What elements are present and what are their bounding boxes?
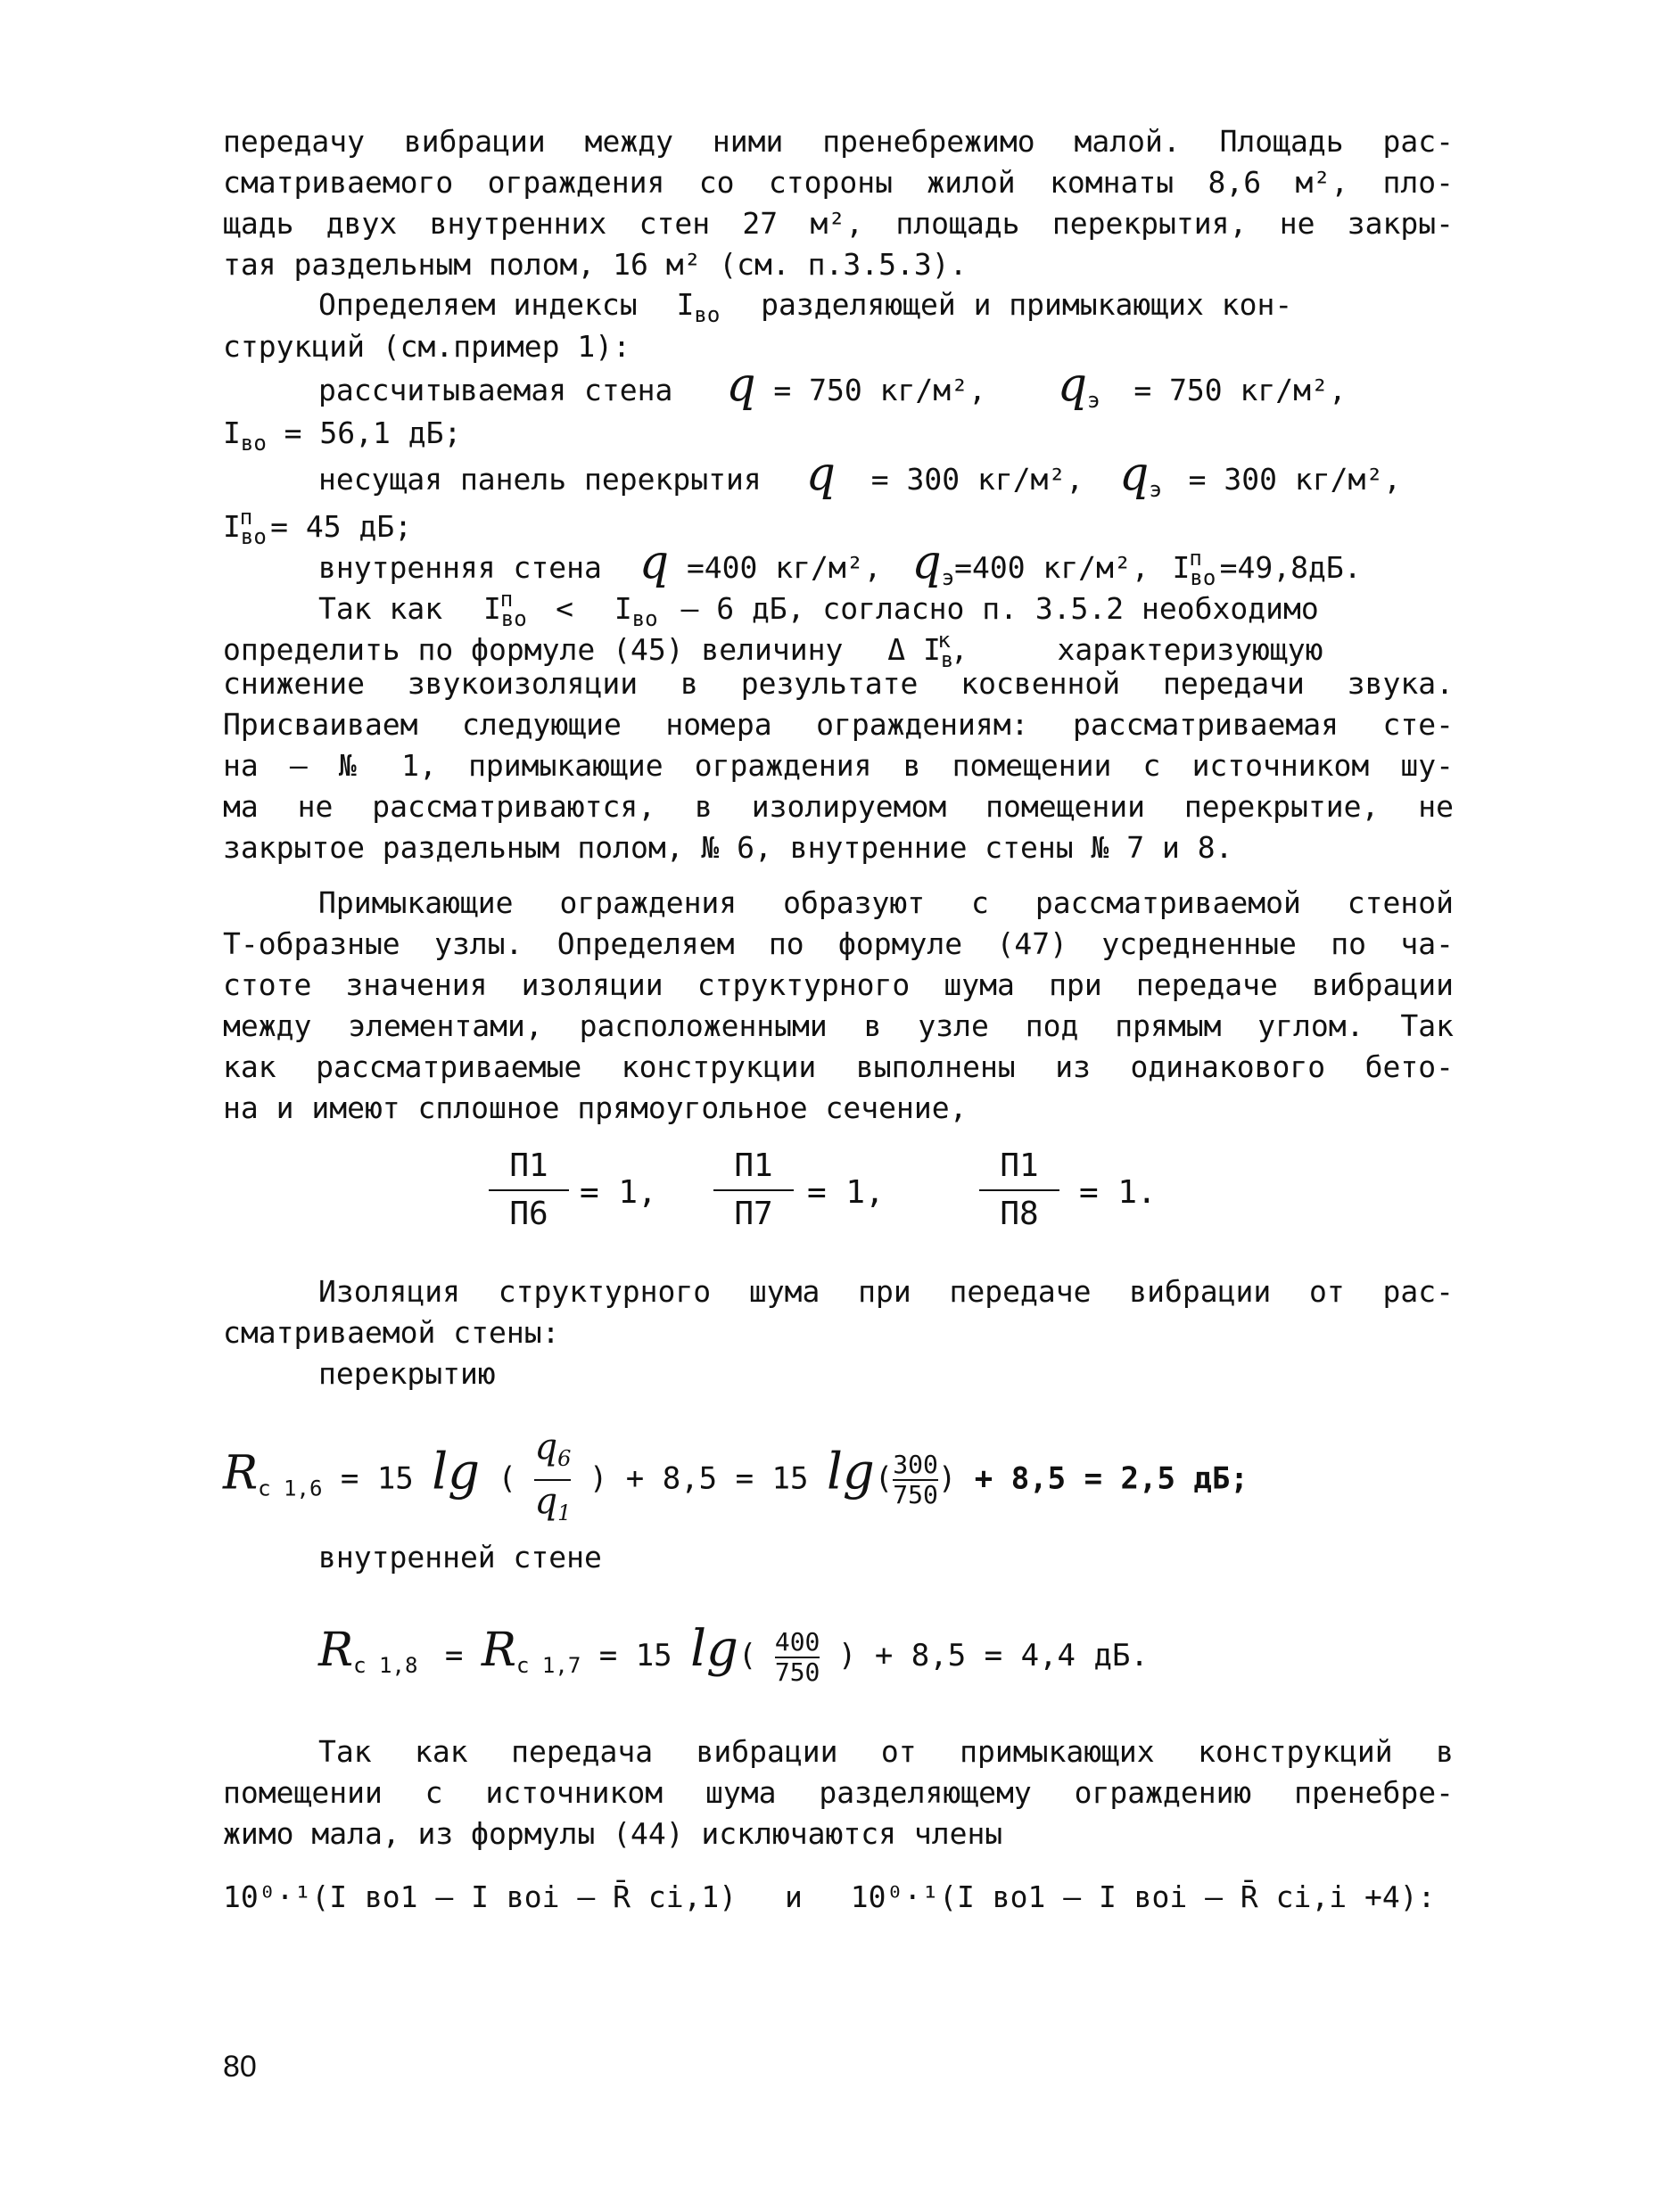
lg-symbol: lg (432, 1443, 481, 1501)
final-line: помещении с источником шума разделяющему ограждению пренебре- (223, 1775, 1454, 1810)
body-line: Примыкающие ограждения образуют с рассматриваемой стеной (318, 885, 1454, 920)
value-fraction: $\frac{300}{750}$ (893, 1450, 938, 1509)
body-line: ма не рассматриваются, в изолируемом помещении перекрытие, не (223, 789, 1454, 824)
to-inner-wall-label: внутренней стене (318, 1540, 602, 1575)
calc-wall-index: $I_{во} = 56,1$ дБ; (223, 415, 462, 456)
calc-wall-row: рассчитываемая стена q = 750 кг/м², $q_э = 750$ кг/м², (318, 358, 1347, 413)
q-symbol: q (726, 358, 756, 412)
paragraph-line: тая раздельным полом, 16 м² (см. п.3.5.3). (223, 247, 968, 282)
paragraph-line: сматриваемого ограждения со стороны жилой комнаты 8,6 м², пло- (223, 165, 1454, 200)
qe-symbol: q (1057, 358, 1087, 412)
ratio-fraction: П1 П7 (713, 1147, 794, 1234)
slab-row: несущая панель перекрытия q = 300 кг/м², $q_э = 300$ кг/м², (318, 448, 1402, 502)
value-fraction: $\frac{400}{750}$ (774, 1626, 820, 1687)
inner-wall-row: внутренняя стена q =400 кг/м², $q_э=400$ кг/м², $I_{во}^п =49,8дБ$. (318, 536, 1362, 590)
body-line: между элементами, расположенными в узле под прямым углом. Так (223, 1008, 1454, 1043)
ratio-fraction: П1 П8 (979, 1147, 1059, 1234)
body-line: Т-образные узлы. Определяем по формуле (47) усредненные по ча- (223, 926, 1454, 961)
paragraph-line: щадь двух внутренних стен 27 м², площадь перекрытия, не закры- (223, 206, 1454, 241)
q-fraction: $\frac{q_6}{q_1}$ (534, 1427, 571, 1534)
body-line: как рассматриваемые конструкции выполнены из одинакового бето- (223, 1049, 1454, 1084)
body-line: на – № 1, примыкающие ограждения в помещении с источником шу- (223, 748, 1454, 783)
q-symbol: q (639, 536, 670, 589)
formula-rc16: $R_{с 1,6} = 15$ lg ( $\frac{q_6}{q_1}$ ) + 8,5 = 15 $\lg(\frac{300}{750}$ ) + 8,5 = 2,5 дБ; (223, 1427, 1249, 1534)
body-line: стоте значения изоляции структурного шума при передаче вибрации (223, 967, 1454, 1002)
since-row: Так как $I_{во}^п < I_{во} - 6$ дБ, согласно п. 3.5.2 необходимо (318, 587, 1319, 631)
body-line: снижение звукоизоляции в результате косвенной передачи звука. (223, 666, 1454, 701)
since-row-2: определить по формуле (45) величину Δ $I_в^к$, характеризующую (223, 628, 1323, 672)
indices-intro-line2: струкций (см.пример 1): (223, 329, 631, 364)
body-line: на и имеют сплошное прямоугольное сечение, (223, 1090, 968, 1125)
body-line: закрытое раздельным полом, № 6, внутренние стены № 7 и 8. (223, 830, 1233, 865)
ratio-fraction: П1 П6 (489, 1147, 569, 1234)
qe-symbol: q (1119, 448, 1150, 501)
isolation-line: Изоляция структурного шума при передаче вибрации от рас- (318, 1274, 1454, 1309)
page-number: 80 (223, 2050, 257, 2084)
lg-symbol: lg (690, 1620, 738, 1678)
slab-index: $I_{во}^п = 45$ дБ; (223, 505, 413, 549)
to-slab-label: перекрытию (318, 1356, 496, 1391)
paragraph-line: передачу вибрации между ними пренебрежимо малой. Площадь рас- (223, 124, 1454, 159)
final-line: Так как передача вибрации от примыкающих конструкций в (318, 1734, 1454, 1769)
qe-symbol: q (911, 536, 942, 589)
ratio-value: = 1, (580, 1174, 657, 1211)
body-line: Присваиваем следующие номера ограждениям: рассматриваемая сте- (223, 707, 1454, 742)
isolation-line: сматриваемой стены: (223, 1315, 560, 1350)
final-line: жимо мала, из формулы (44) исключаются члены (223, 1816, 1003, 1851)
indices-intro: Определяем индексы $I_{во}$ разделяющей и примыкающих кон- (318, 287, 1293, 327)
formula-rc18: $R_{с 1,8} = R_{с 1,7} = 15$ $\lg( \frac{400}{750}$ ) + 8,5 = 4,4 дБ. (318, 1620, 1149, 1687)
ratio-value: = 1, (807, 1174, 885, 1211)
ratio-value: = 1. (1079, 1174, 1157, 1211)
q-symbol: q (805, 448, 836, 501)
final-formula: 10⁰·¹(I во1 – I воi – R̄ сi,1) и 10⁰·¹(I во1 – I воi – R̄ сi,i +4): (223, 1879, 1436, 1914)
lg-symbol: lg (826, 1443, 875, 1501)
